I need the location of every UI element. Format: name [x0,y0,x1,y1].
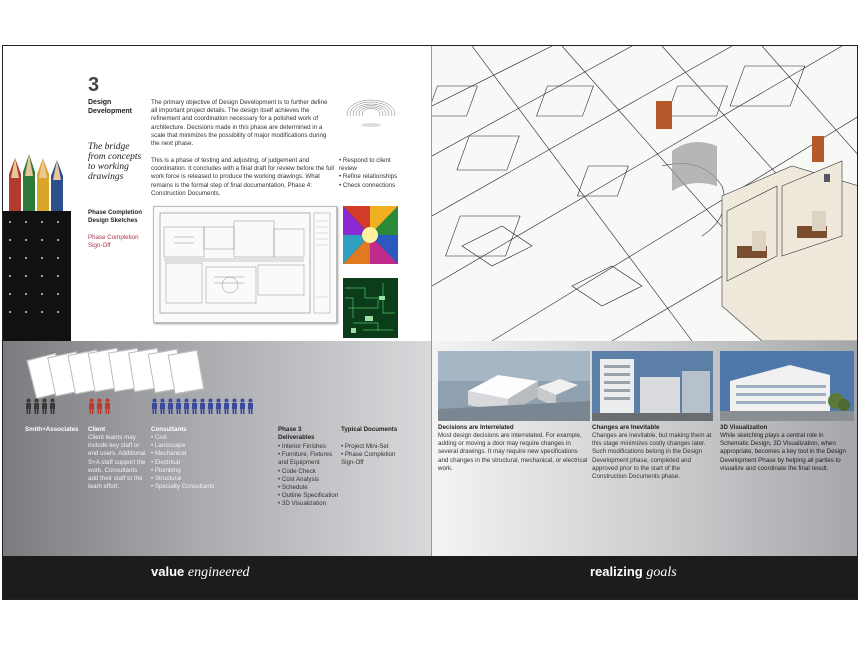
person-icon [104,398,111,414]
person-icon [199,398,206,414]
person-icon [215,398,222,414]
person-icon [96,398,103,414]
intro-paragraph-2: This is a phase of testing and adjusting, of judgement and coordination. It concludes with a final draft for review before the full work force is released to produce the working drawings. What remains is the formal step of final documentation, Phase 4: Construction Documents. [151,157,334,197]
list-item: • Cost Analysis [278,476,340,484]
checklist [339,157,409,190]
decisions-body: Most design decisions are interrelated. For example, adding or moving a door may require changes in several drawings. It may require new specifications and changes in the structural, mechanical, or electrical work. [438,432,588,472]
footer-left-italic: engineered [187,565,250,580]
footer-left-bold: value [151,564,185,579]
viz-body: While sketching plays a central role in Schematic Design, 3D Visualization, when appropriate, becomes a key tool in the Design Development Phase by helping all parties to visualize and coordinate the final result. [720,432,846,472]
grid-dot [57,257,59,259]
list-item: • Code Check [278,468,340,476]
list-item: • Phase Completion Sign-Off [341,451,403,467]
smith-people-icon [25,398,57,420]
grid-dot [41,311,43,313]
brochure-spread [2,45,858,600]
floor-plan-drawing [153,206,337,323]
grid-dot [9,239,11,241]
checklist-item: • Refine relationships [339,173,409,181]
changes-title: Changes are Inevitable [592,424,660,431]
documents-list [341,443,403,468]
person-icon [159,398,166,414]
phase-signoff-label: Phase Completion Sign-Off [88,234,139,250]
list-item: • Furniture, Fixtures and Equipment [278,451,340,467]
person-icon [207,398,214,414]
consultants-list [151,434,231,491]
grid-dot [41,293,43,295]
person-icon [247,398,254,414]
smith-title: Smith+Associates [25,426,79,433]
cad-perspective-drawing [432,46,858,341]
list-item: • 3D Visualization [278,500,340,508]
person-icon [167,398,174,414]
footer-right-tagline [590,564,677,581]
grid-dot [57,221,59,223]
list-item: • Interior Finishes [278,443,340,451]
person-icon [33,398,40,414]
checklist-item: • Respond to client review [339,157,409,173]
section-subtitle: The bridge from concepts to working drawings [88,142,142,182]
document-page [168,350,204,395]
decisions-title: Decisions are Interrelated [438,424,514,431]
grid-dot [25,239,27,241]
section-title: Design Development [88,99,132,115]
intro-paragraph-1: The primary objective of Design Development is to further define all important project details. The design itself achieves the refinement and coordination necessary for a polished work of architecture. Decisions made in this phase are determined in a scale that minimizes the possibility of major modifications during the next phase. [151,99,328,148]
client-people-icon [88,398,112,420]
grid-dot [57,275,59,277]
footer-right-bold: realizing [590,564,643,579]
pencils-image [3,144,71,211]
circuit-board-image [343,278,398,338]
right-page [432,46,858,600]
person-icon [41,398,48,414]
deliverables-title: Phase 3 Deliverables [278,426,315,442]
grid-dot [57,239,59,241]
footer-bar [3,556,858,600]
grid-dot [41,239,43,241]
grid-dot [41,275,43,277]
person-icon [151,398,158,414]
grid-dot [9,311,11,313]
kaleidoscope-image [343,206,398,264]
list-item: • Electrical [151,459,231,467]
dot-grid [9,221,69,331]
grid-dot [41,221,43,223]
render-image-tower [592,351,713,421]
list-item: • Schedule [278,484,340,492]
person-icon [231,398,238,414]
client-title: Client [88,426,106,433]
person-icon [88,398,95,414]
person-icon [191,398,198,414]
grid-dot [25,311,27,313]
documents-title: Typical Documents [341,426,398,433]
person-icon [49,398,56,414]
grid-dot [41,257,43,259]
grid-dot [9,275,11,277]
render-image-building [720,351,854,421]
grid-dot [57,293,59,295]
phase-completion-title: Phase Completion Design Sketches [88,209,142,225]
footer-left-tagline [151,564,250,581]
grid-dot [25,257,27,259]
person-icon [239,398,246,414]
list-item: • Structural [151,475,231,483]
document-stack-image [31,344,216,399]
spring-image [345,92,397,132]
list-item: • Project Mini-Set [341,443,403,451]
deliverables-list [278,443,340,509]
list-item: • Civil [151,434,231,442]
render-image-massing [438,351,590,421]
grid-dot [25,293,27,295]
list-item: • Outline Specification [278,492,340,500]
grid-dot [25,221,27,223]
consultants-people-icon [151,398,255,420]
list-item: • Plumbing [151,467,231,475]
grid-dot [9,221,11,223]
checklist-item: • Check connections [339,182,409,190]
viz-title: 3D Visualization [720,424,768,431]
changes-body: Changes are inevitable, but making them at this stage minimizes costly changes later. Such modifications belong in the Design Development phase, completed and approved prior to the start of the Construction Documents phase. [592,432,712,481]
list-item: • Specialty Consultants [151,483,231,491]
grid-dot [57,311,59,313]
left-page [3,46,431,600]
person-icon [183,398,190,414]
list-item: • Mechanical [151,450,231,458]
section-number: 3 [88,74,100,96]
client-body: Client teams may include key staff or end users. Additional S+A staff support the work. Consultants add their staff to the team effort. [88,434,146,491]
grid-dot [25,275,27,277]
person-icon [25,398,32,414]
consultants-title: Consultants [151,426,187,433]
grid-dot [9,293,11,295]
person-icon [223,398,230,414]
footer-right-italic: goals [646,565,677,580]
grid-dot [9,257,11,259]
person-icon [175,398,182,414]
list-item: • Landscape [151,442,231,450]
